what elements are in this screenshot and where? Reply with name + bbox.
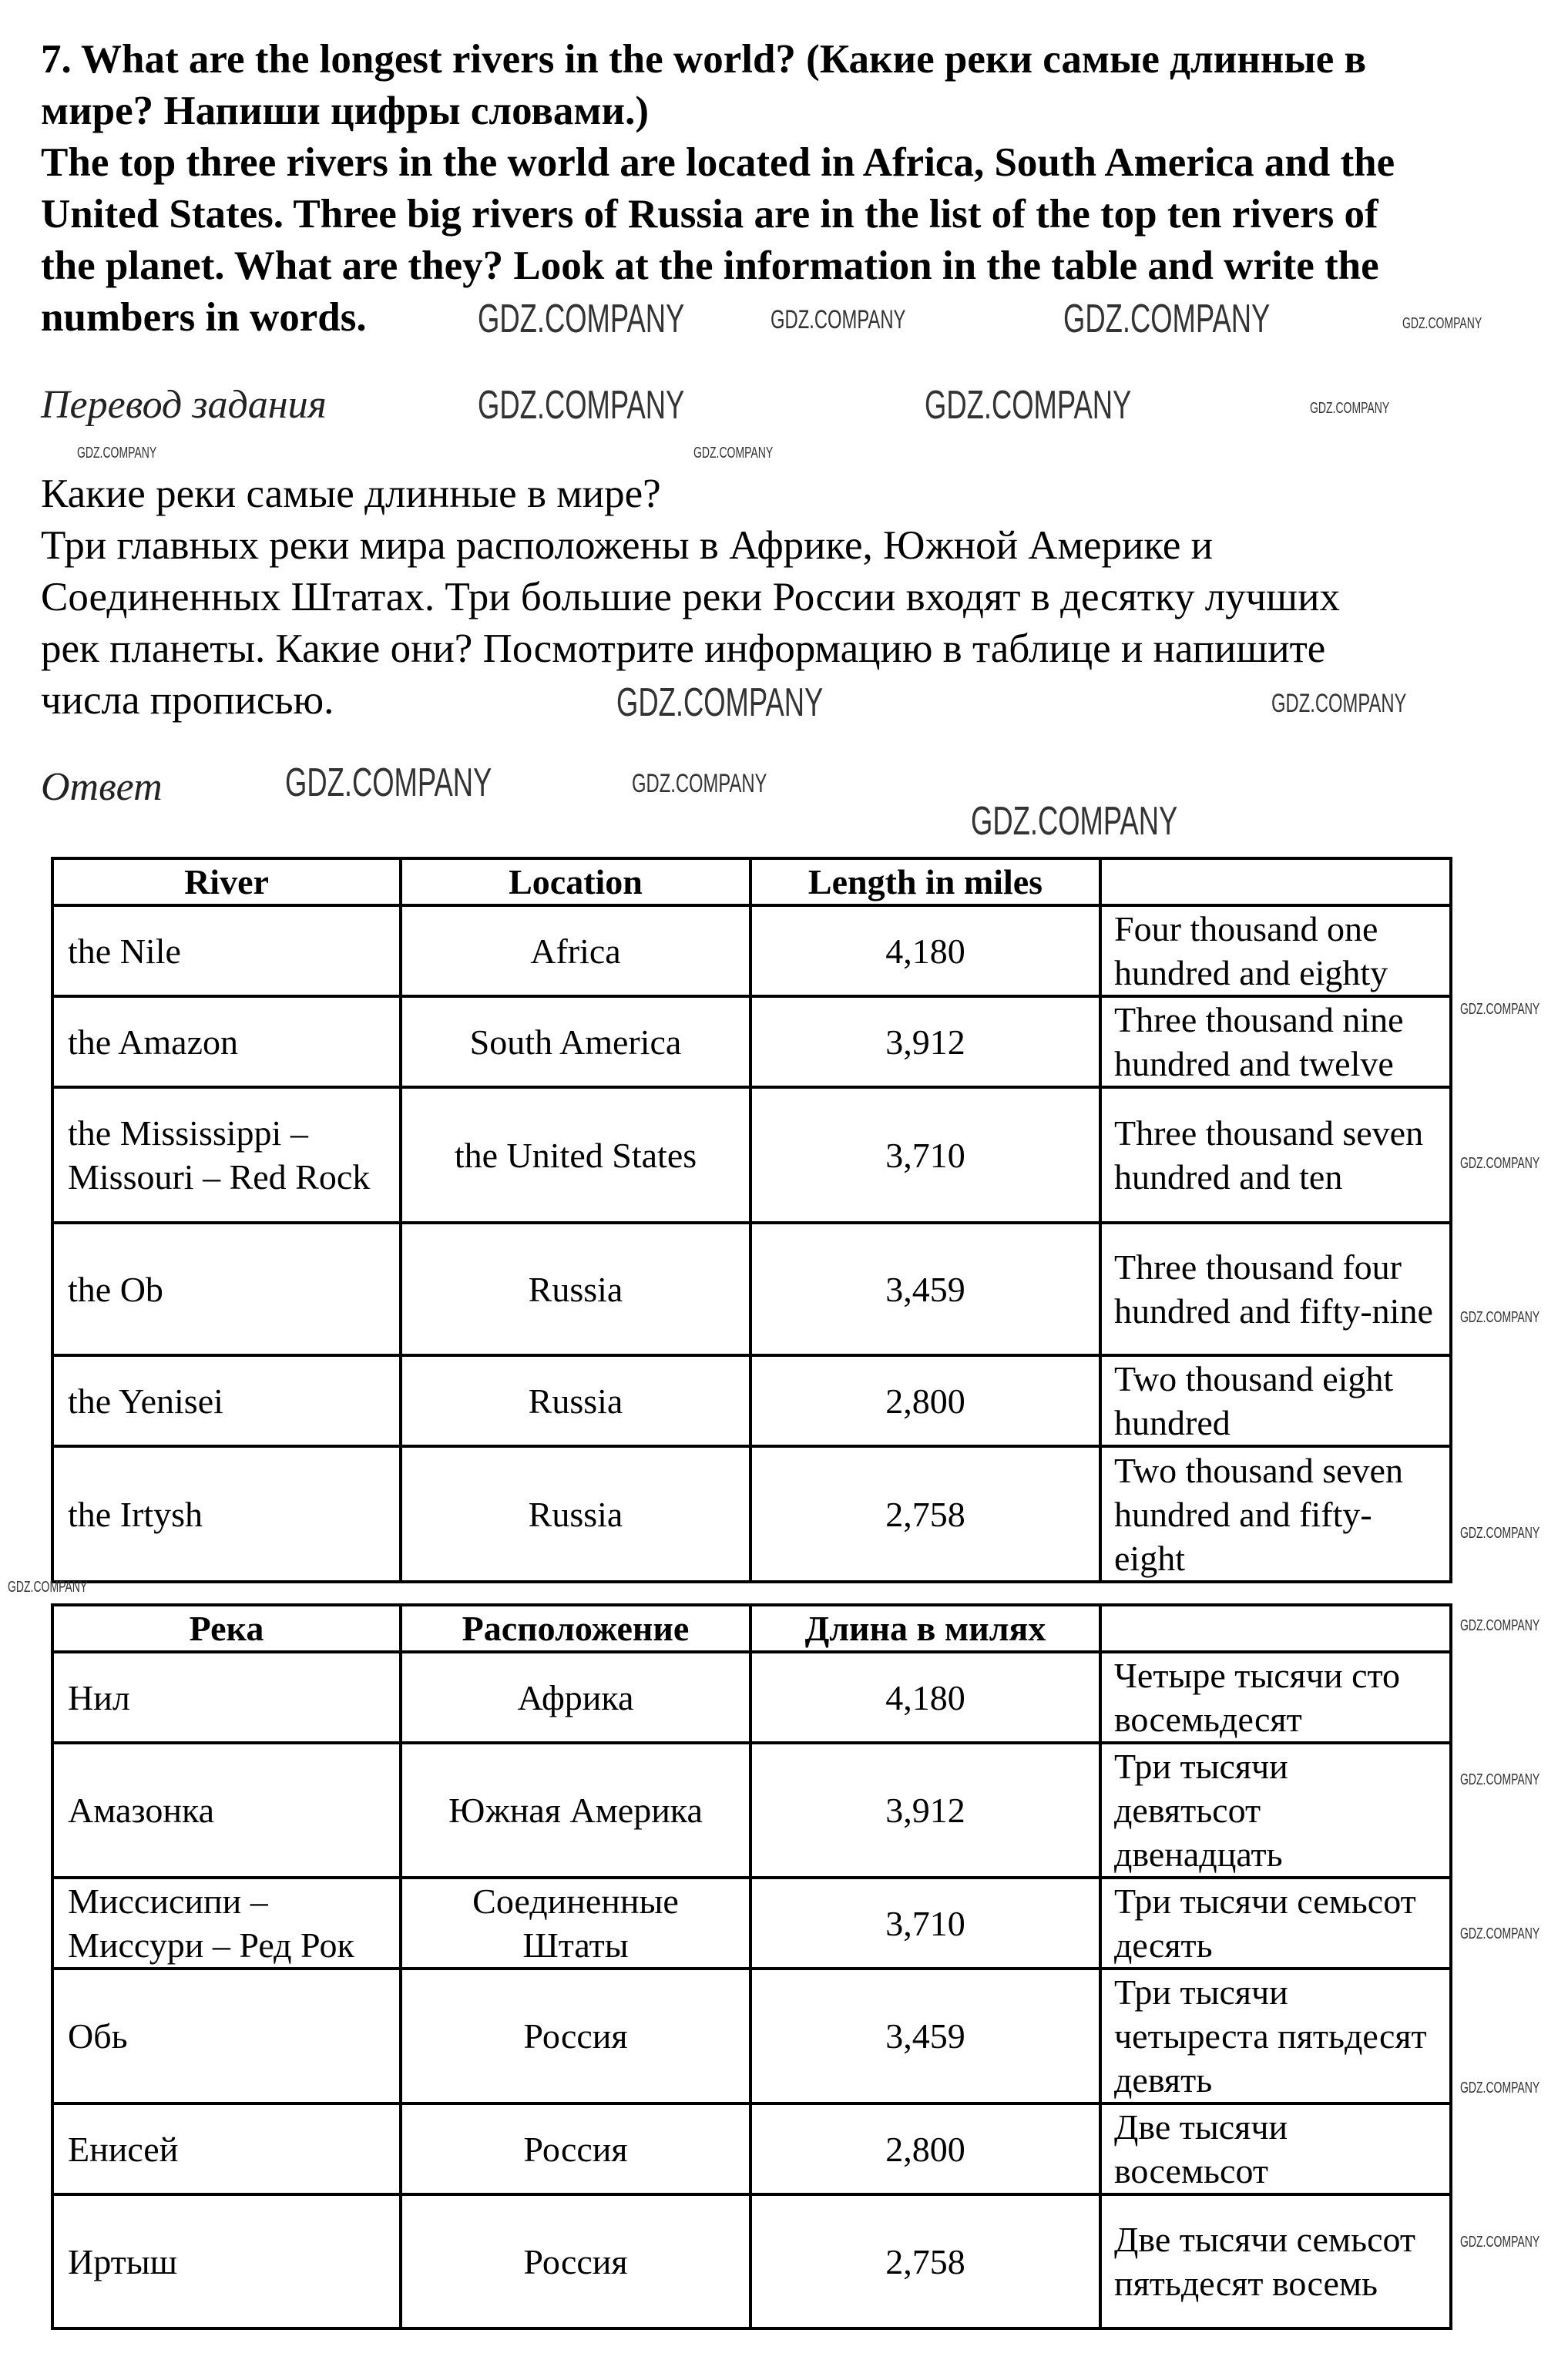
table-row: [52, 2194, 1451, 2328]
watermark: GDZ.COMPANY: [1271, 689, 1407, 718]
watermark: GDZ.COMPANY: [1460, 1617, 1540, 1634]
table-row: [52, 996, 1451, 1087]
column-header: [1100, 858, 1451, 905]
location-cell: Россия: [401, 2194, 750, 2328]
column-header: Река: [52, 1605, 401, 1652]
watermark: GDZ.COMPANY: [1460, 1155, 1540, 1172]
answer-heading: Ответ: [41, 765, 163, 809]
table-row: [52, 1743, 1451, 1878]
river-name-cell: the Yenisei: [52, 1355, 401, 1446]
table-row: [52, 1652, 1451, 1743]
table-row: [52, 1446, 1451, 1582]
length-miles-cell: 4,180: [750, 1652, 1100, 1743]
length-miles-cell: 2,758: [750, 2194, 1100, 2328]
task-line: numbers in words.: [41, 295, 367, 340]
translation-line: числа прописью.: [41, 678, 334, 723]
length-in-words-cell: Three thousand four hundred and fifty-nine: [1100, 1223, 1451, 1355]
watermark: GDZ.COMPANY: [1460, 1925, 1540, 1942]
translation-line: рек планеты. Какие они? Посмотрите информацию в таблице и напишите: [41, 626, 1326, 671]
length-in-words-cell: Four thousand one hundred and eighty: [1100, 905, 1451, 996]
column-header: River: [52, 858, 401, 905]
watermark: GDZ.COMPANY: [1460, 2080, 1540, 2096]
table-row: [52, 1087, 1451, 1223]
watermark: GDZ.COMPANY: [925, 383, 1132, 428]
watermark: GDZ.COMPANY: [478, 383, 685, 428]
length-in-words-cell: Two thousand seven hundred and fifty-eight: [1100, 1446, 1451, 1582]
length-in-words-cell: Четыре тысячи сто восемьдесят: [1100, 1652, 1451, 1743]
length-in-words-cell: Two thousand eight hundred: [1100, 1355, 1451, 1446]
watermark: GDZ.COMPANY: [632, 769, 767, 798]
river-name-cell: Амазонка: [52, 1743, 401, 1878]
task-line: 7. What are the longest rivers in the world? (Какие реки самые длинные в: [41, 37, 1367, 82]
table-header-row: [52, 1605, 1451, 1652]
table-row: [52, 1223, 1451, 1355]
watermark: GDZ.COMPANY: [971, 799, 1178, 844]
river-name-cell: Енисей: [52, 2103, 401, 2194]
length-in-words-cell: Три тысячи девятьсот двенадцать: [1100, 1743, 1451, 1878]
length-in-words-cell: Three thousand seven hundred and ten: [1100, 1087, 1451, 1223]
length-miles-cell: 2,800: [750, 1355, 1100, 1446]
watermark: GDZ.COMPANY: [1460, 1525, 1540, 1542]
length-in-words-cell: Две тысячи восемьсот: [1100, 2103, 1451, 2194]
column-header: Длина в милях: [750, 1605, 1100, 1652]
river-name-cell: the Irtysh: [52, 1446, 401, 1582]
watermark: GDZ.COMPANY: [77, 445, 157, 462]
watermark: GDZ.COMPANY: [1460, 1771, 1540, 1788]
length-in-words-cell: Две тысячи семьсот пятьдесят восемь: [1100, 2194, 1451, 2328]
length-miles-cell: 2,758: [750, 1446, 1100, 1582]
task-line: мире? Напиши цифры словами.): [41, 89, 649, 133]
column-header: Location: [401, 858, 750, 905]
length-miles-cell: 3,912: [750, 996, 1100, 1087]
length-miles-cell: 3,912: [750, 1743, 1100, 1878]
table-row: [52, 1969, 1451, 2103]
length-miles-cell: 4,180: [750, 905, 1100, 996]
location-cell: Africa: [401, 905, 750, 996]
translation-line: Соединенных Штатах. Три большие реки России входят в десятку лучших: [41, 575, 1340, 619]
translation-text: [41, 468, 1340, 727]
river-name-cell: Иртыш: [52, 2194, 401, 2328]
river-name-cell: Нил: [52, 1652, 401, 1743]
location-cell: Russia: [401, 1223, 750, 1355]
watermark: GDZ.COMPANY: [1460, 2234, 1540, 2251]
table-row: [52, 2103, 1451, 2194]
rivers-table-english: [51, 857, 1452, 1583]
table-row: [52, 905, 1451, 996]
length-in-words-cell: Three thousand nine hundred and twelve: [1100, 996, 1451, 1087]
watermark: GDZ.COMPANY: [285, 760, 492, 805]
watermark: GDZ.COMPANY: [616, 680, 824, 725]
watermark: GDZ.COMPANY: [1063, 297, 1271, 341]
length-miles-cell: 3,459: [750, 1223, 1100, 1355]
watermark: GDZ.COMPANY: [1402, 315, 1482, 332]
location-cell: South America: [401, 996, 750, 1087]
length-in-words-cell: Три тысячи четыреста пятьдесят девять: [1100, 1969, 1451, 2103]
location-cell: Африка: [401, 1652, 750, 1743]
table-header-row: [52, 858, 1451, 905]
column-header: Length in miles: [750, 858, 1100, 905]
river-name-cell: the Mississippi – Missouri – Red Rock: [52, 1087, 401, 1223]
task-line: United States. Three big rivers of Russia are in the list of the top ten rivers of: [41, 192, 1378, 237]
river-name-cell: Обь: [52, 1969, 401, 2103]
length-miles-cell: 3,710: [750, 1878, 1100, 1969]
column-header: Расположение: [401, 1605, 750, 1652]
river-name-cell: Миссисипи – Миссури – Ред Рок: [52, 1878, 401, 1969]
location-cell: Russia: [401, 1446, 750, 1582]
location-cell: Россия: [401, 1969, 750, 2103]
watermark: GDZ.COMPANY: [1460, 1001, 1540, 1018]
location-cell: Соединенные Штаты: [401, 1878, 750, 1969]
location-cell: Россия: [401, 2103, 750, 2194]
column-header: [1100, 1605, 1451, 1652]
location-cell: the United States: [401, 1087, 750, 1223]
length-miles-cell: 2,800: [750, 2103, 1100, 2194]
location-cell: Южная Америка: [401, 1743, 750, 1878]
watermark: GDZ.COMPANY: [478, 297, 685, 341]
river-name-cell: the Ob: [52, 1223, 401, 1355]
watermark: GDZ.COMPANY: [1310, 400, 1390, 417]
river-name-cell: the Nile: [52, 905, 401, 996]
length-in-words-cell: Три тысячи семьсот десять: [1100, 1878, 1451, 1969]
watermark: GDZ.COMPANY: [8, 1579, 88, 1596]
task-line: the planet. What are they? Look at the information in the table and write the: [41, 243, 1379, 288]
table-row: [52, 1355, 1451, 1446]
length-miles-cell: 3,459: [750, 1969, 1100, 2103]
rivers-table-russian: [51, 1603, 1452, 2330]
watermark: GDZ.COMPANY: [771, 305, 906, 334]
watermark: GDZ.COMPANY: [1460, 1309, 1540, 1326]
table-row: [52, 1878, 1451, 1969]
translation-line: Три главных реки мира расположены в Африке, Южной Америке и: [41, 523, 1213, 568]
translation-line: Какие реки самые длинные в мире?: [41, 472, 661, 516]
task-text: [41, 34, 1551, 344]
watermark: GDZ.COMPANY: [693, 445, 774, 462]
task-line: The top three rivers in the world are located in Africa, South America and the: [41, 140, 1395, 185]
answer-tables: [51, 857, 1449, 2330]
location-cell: Russia: [401, 1355, 750, 1446]
river-name-cell: the Amazon: [52, 996, 401, 1087]
length-miles-cell: 3,710: [750, 1087, 1100, 1223]
translation-heading: Перевод задания: [41, 383, 327, 427]
